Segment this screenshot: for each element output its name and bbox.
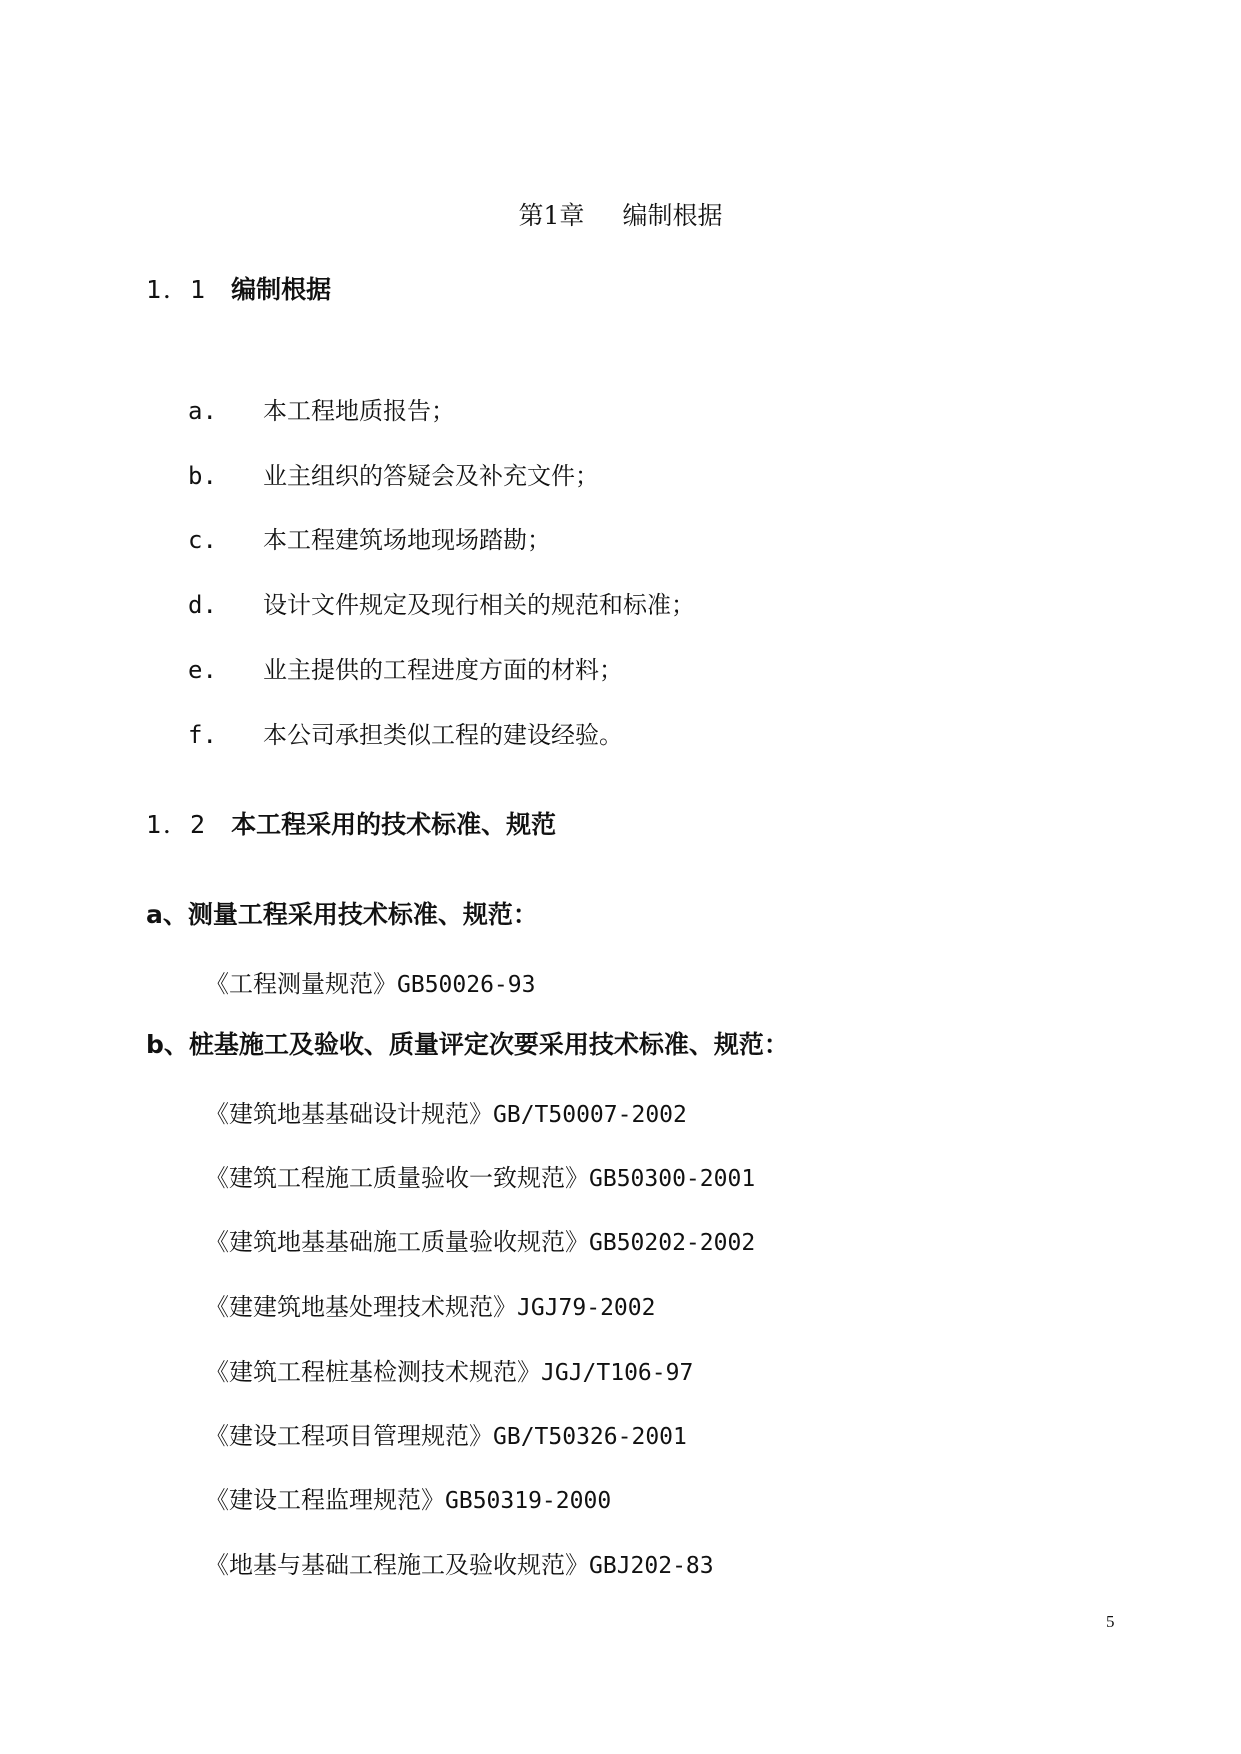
standard-name: 《建筑地基基础设计规范》 — [205, 1100, 493, 1128]
list-item — [188, 391, 455, 426]
section-number: 1．1 — [146, 275, 208, 304]
list-item — [188, 520, 551, 555]
standard-code: GB50026-93 — [397, 972, 536, 998]
standard-name: 《建建筑地基处理技术规范》 — [205, 1293, 517, 1321]
section-title: 编制根据 — [231, 275, 332, 304]
standard-name: 《工程测量规范》 — [205, 970, 397, 998]
subsection-heading-a: a、测量工程采用技术标准、规范： — [146, 900, 538, 929]
chapter-title: 编制根据 — [622, 201, 723, 230]
standard-code: GB/T50326-2001 — [493, 1424, 687, 1450]
subsection-heading-b: b、桩基施工及验收、质量评定次要采用技术标准、规范： — [146, 1030, 789, 1059]
standard-item — [205, 1416, 687, 1451]
list-text: 本工程建筑场地现场踏勘； — [263, 526, 551, 554]
list-item — [188, 715, 623, 750]
list-item — [188, 585, 695, 620]
list-item — [188, 650, 623, 685]
section-heading-1-2 — [146, 805, 556, 841]
standard-code: JGJ79-2002 — [517, 1295, 656, 1321]
list-text: 本工程地质报告； — [263, 397, 455, 425]
list-text: 设计文件规定及现行相关的规范和标准； — [263, 591, 695, 619]
list-marker: d. — [188, 591, 217, 619]
standard-code: GB50202-2002 — [589, 1230, 756, 1256]
chapter-heading — [0, 196, 1241, 232]
list-marker: b. — [188, 462, 217, 490]
standard-name: 《建设工程项目管理规范》 — [205, 1422, 493, 1450]
chapter-number: 第1章 — [518, 201, 585, 230]
section-heading-1-1 — [146, 270, 331, 306]
standard-item — [205, 1545, 714, 1580]
standard-code: JGJ/T106-97 — [541, 1360, 694, 1386]
standard-item — [205, 1222, 755, 1257]
list-marker: c. — [188, 526, 217, 554]
standard-item — [205, 964, 535, 999]
page-number: 5 — [1106, 1612, 1115, 1631]
section-title: 本工程采用的技术标准、规范 — [231, 810, 557, 839]
standard-code: GBJ202-83 — [589, 1553, 714, 1579]
section-number: 1．2 — [146, 810, 208, 839]
standard-name: 《建筑工程桩基检测技术规范》 — [205, 1358, 541, 1386]
list-item — [188, 456, 599, 491]
list-marker: e. — [188, 656, 217, 684]
list-text: 业主组织的答疑会及补充文件； — [263, 462, 599, 490]
list-marker: f. — [188, 721, 217, 749]
standard-item — [205, 1094, 687, 1129]
standard-name: 《建设工程监理规范》 — [205, 1486, 445, 1514]
standard-name: 《地基与基础工程施工及验收规范》 — [205, 1551, 589, 1579]
standard-name: 《建筑工程施工质量验收一致规范》 — [205, 1164, 589, 1192]
list-text: 本公司承担类似工程的建设经验。 — [263, 721, 623, 749]
standard-item — [205, 1158, 755, 1193]
standard-item — [205, 1480, 611, 1515]
list-marker: a. — [188, 397, 217, 425]
standard-item — [205, 1352, 693, 1387]
list-text: 业主提供的工程进度方面的材料； — [263, 656, 623, 684]
standard-item — [205, 1287, 655, 1322]
standard-code: GB/T50007-2002 — [493, 1102, 687, 1128]
standard-code: GB50300-2001 — [589, 1166, 756, 1192]
standard-code: GB50319-2000 — [445, 1488, 612, 1514]
standard-name: 《建筑地基基础施工质量验收规范》 — [205, 1228, 589, 1256]
